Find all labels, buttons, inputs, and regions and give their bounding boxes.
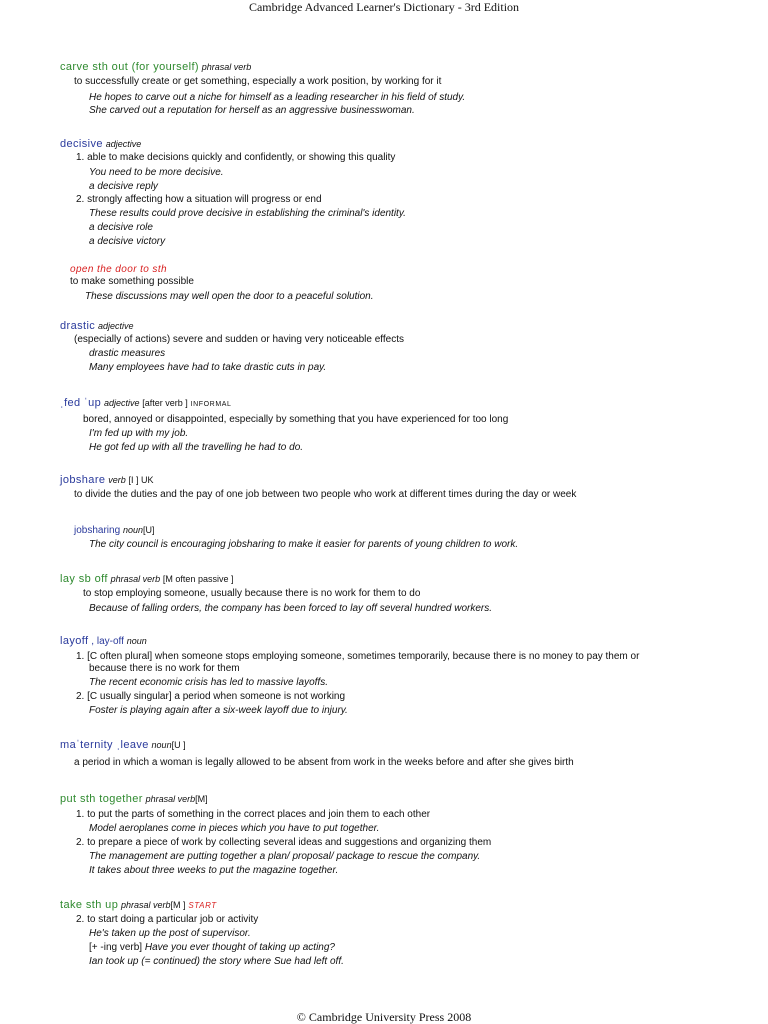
entry-headline-fed-up [60,397,232,411]
grammar-note: [M] [195,794,208,804]
headword: ternity [80,739,117,751]
example: a decisive role [89,222,153,233]
part-of-speech: adjective [97,321,134,331]
headword: lay sb off [60,573,108,585]
stress-mark: ˌ [60,397,65,409]
grammar-note: [U ] [171,740,186,750]
grammar-note: [after verb ] [142,398,188,408]
entry-headline-lay-sb-off [60,573,233,586]
definition: bored, annoyed or disappointed, especially by something that you have experienced for too long [83,414,509,425]
headword: put sth together [60,793,143,805]
grammar-note: [I ] UK [128,475,154,485]
example: He's taken up the post of supervisor. [89,928,251,939]
entry-headline-carve [60,61,251,74]
grammar-note: [M often passive ] [162,574,234,584]
example: He hopes to carve out a niche for himself as a leading researcher in his field of study. [89,92,466,103]
headword-variant: lay-off [96,636,124,647]
entry-headline-jobsharing [74,524,154,537]
example: I'm fed up with my job. [89,428,189,439]
headword: leave [120,739,149,751]
headword: fed [64,397,85,409]
entry-headline-drastic [60,320,134,333]
sense-definition: 2. strongly affecting how a situation will progress or end [76,194,322,205]
example: It takes about three weeks to put the magazine together. [89,865,339,876]
definition: to stop employing someone, usually because there is no work for them to do [83,588,421,599]
grammar-note: [M ] [170,900,186,910]
example: Many employees have had to take drastic cuts in pay. [89,362,327,373]
definition: to make something possible [70,276,194,287]
part-of-speech: phrasal verb [110,574,161,584]
headword: take sth up [60,899,119,911]
headword: carve sth out (for yourself) [60,61,199,73]
example: drastic measures [89,348,166,359]
entry-headline-put-sth-together [60,793,208,806]
sense-definition-cont: because there is no work for them [89,663,240,674]
definition: to successfully create or get something, especially a work position, by working for it [74,76,442,87]
entry-headline-jobshare [60,474,154,487]
stress-mark: ˈ [84,397,89,409]
example: Ian took up (= continued) the story where Sue had left off. [89,956,344,967]
grammar-note: [U] [142,525,155,535]
entry-headline-layoff [60,635,147,648]
example: The recent economic crisis has led to massive layoffs. [89,677,328,688]
sense-definition: 2. [C usually singular] a period when someone is not working [76,691,346,702]
example: The city council is encouraging jobsharing to make it easier for parents of young children to work. [89,539,519,550]
part-of-speech: phrasal verb [145,794,196,804]
part-of-speech: noun [126,636,147,646]
example: She carved out a reputation for herself as an aggressive businesswoman. [89,105,415,116]
example: a decisive reply [89,181,158,192]
headword: decisive [60,138,103,150]
headword: ma [60,739,77,751]
register-label: INFORMAL [190,401,232,408]
example: These discussions may well open the door to a peaceful solution. [85,291,374,302]
entry-headline-decisive [60,138,141,151]
sense-definition: 2. to start doing a particular job or activity [76,914,259,925]
part-of-speech: phrasal verb [201,62,252,72]
part-of-speech: noun [151,740,172,750]
page-footer: © Cambridge University Press 2008 [296,1010,472,1024]
example: He got fed up with all the travelling he had to do. [89,442,304,453]
grammar-pattern: [+ -ing verb] [89,942,145,953]
headword: drastic [60,320,96,332]
sense-definition: 1. able to make decisions quickly and confidently, or showing this quality [76,152,396,163]
part-of-speech: phrasal verb [121,900,171,910]
part-of-speech: adjective [105,139,142,149]
stress-mark: ˌ [116,739,121,751]
part-of-speech: verb [108,475,126,485]
part-of-speech: adjective [103,398,140,408]
definition: (especially of actions) severe and sudden or having very noticeable effects [74,334,405,345]
idiom-headword: open the door to sth [70,264,167,275]
headword: jobsharing [74,525,121,536]
example: These results could prove decisive in establishing the criminal's identity. [89,208,406,219]
entry-headline-maternity-leave [60,739,186,752]
example: Have you ever thought of taking up acting? [144,942,335,953]
example: You need to be more decisive. [89,167,224,178]
part-of-speech: noun [122,525,143,535]
headword: up [88,397,102,409]
example-line [89,942,335,954]
example: a decisive victory [89,236,166,247]
definition: a period in which a woman is legally allowed to be absent from work in the weeks before and after she gives birth [74,757,574,768]
example: Because of falling orders, the company has been forced to lay off several hundred workers. [89,603,493,614]
example: Model aeroplanes come in pieces which you have to put together. [89,823,380,834]
headword: jobshare [60,474,106,486]
sense-definition: 1. to put the parts of something in the correct places and join them to each other [76,809,431,820]
sense-definition: 1. [C often plural] when someone stops employing someone, sometimes temporarily, because there is no money to pay them or [76,651,640,662]
page-header: Cambridge Advanced Learner's Dictionary - 3rd Edition [248,0,520,14]
definition: to divide the duties and the pay of one job between two people who work at different times during the day or week [74,489,577,500]
sense-definition: 2. to prepare a piece of work by collecting several ideas and suggestions and organizing them [76,837,492,848]
example: The management are putting together a plan/ proposal/ package to rescue the company. [89,851,481,862]
entry-headline-take-sth-up [60,899,217,912]
separator: , [88,636,97,647]
stress-mark: ˈ [76,739,81,751]
headword: layoff [60,635,89,647]
example: Foster is playing again after a six-week layoff due to injury. [89,705,348,716]
guideword-label: START [188,901,217,910]
